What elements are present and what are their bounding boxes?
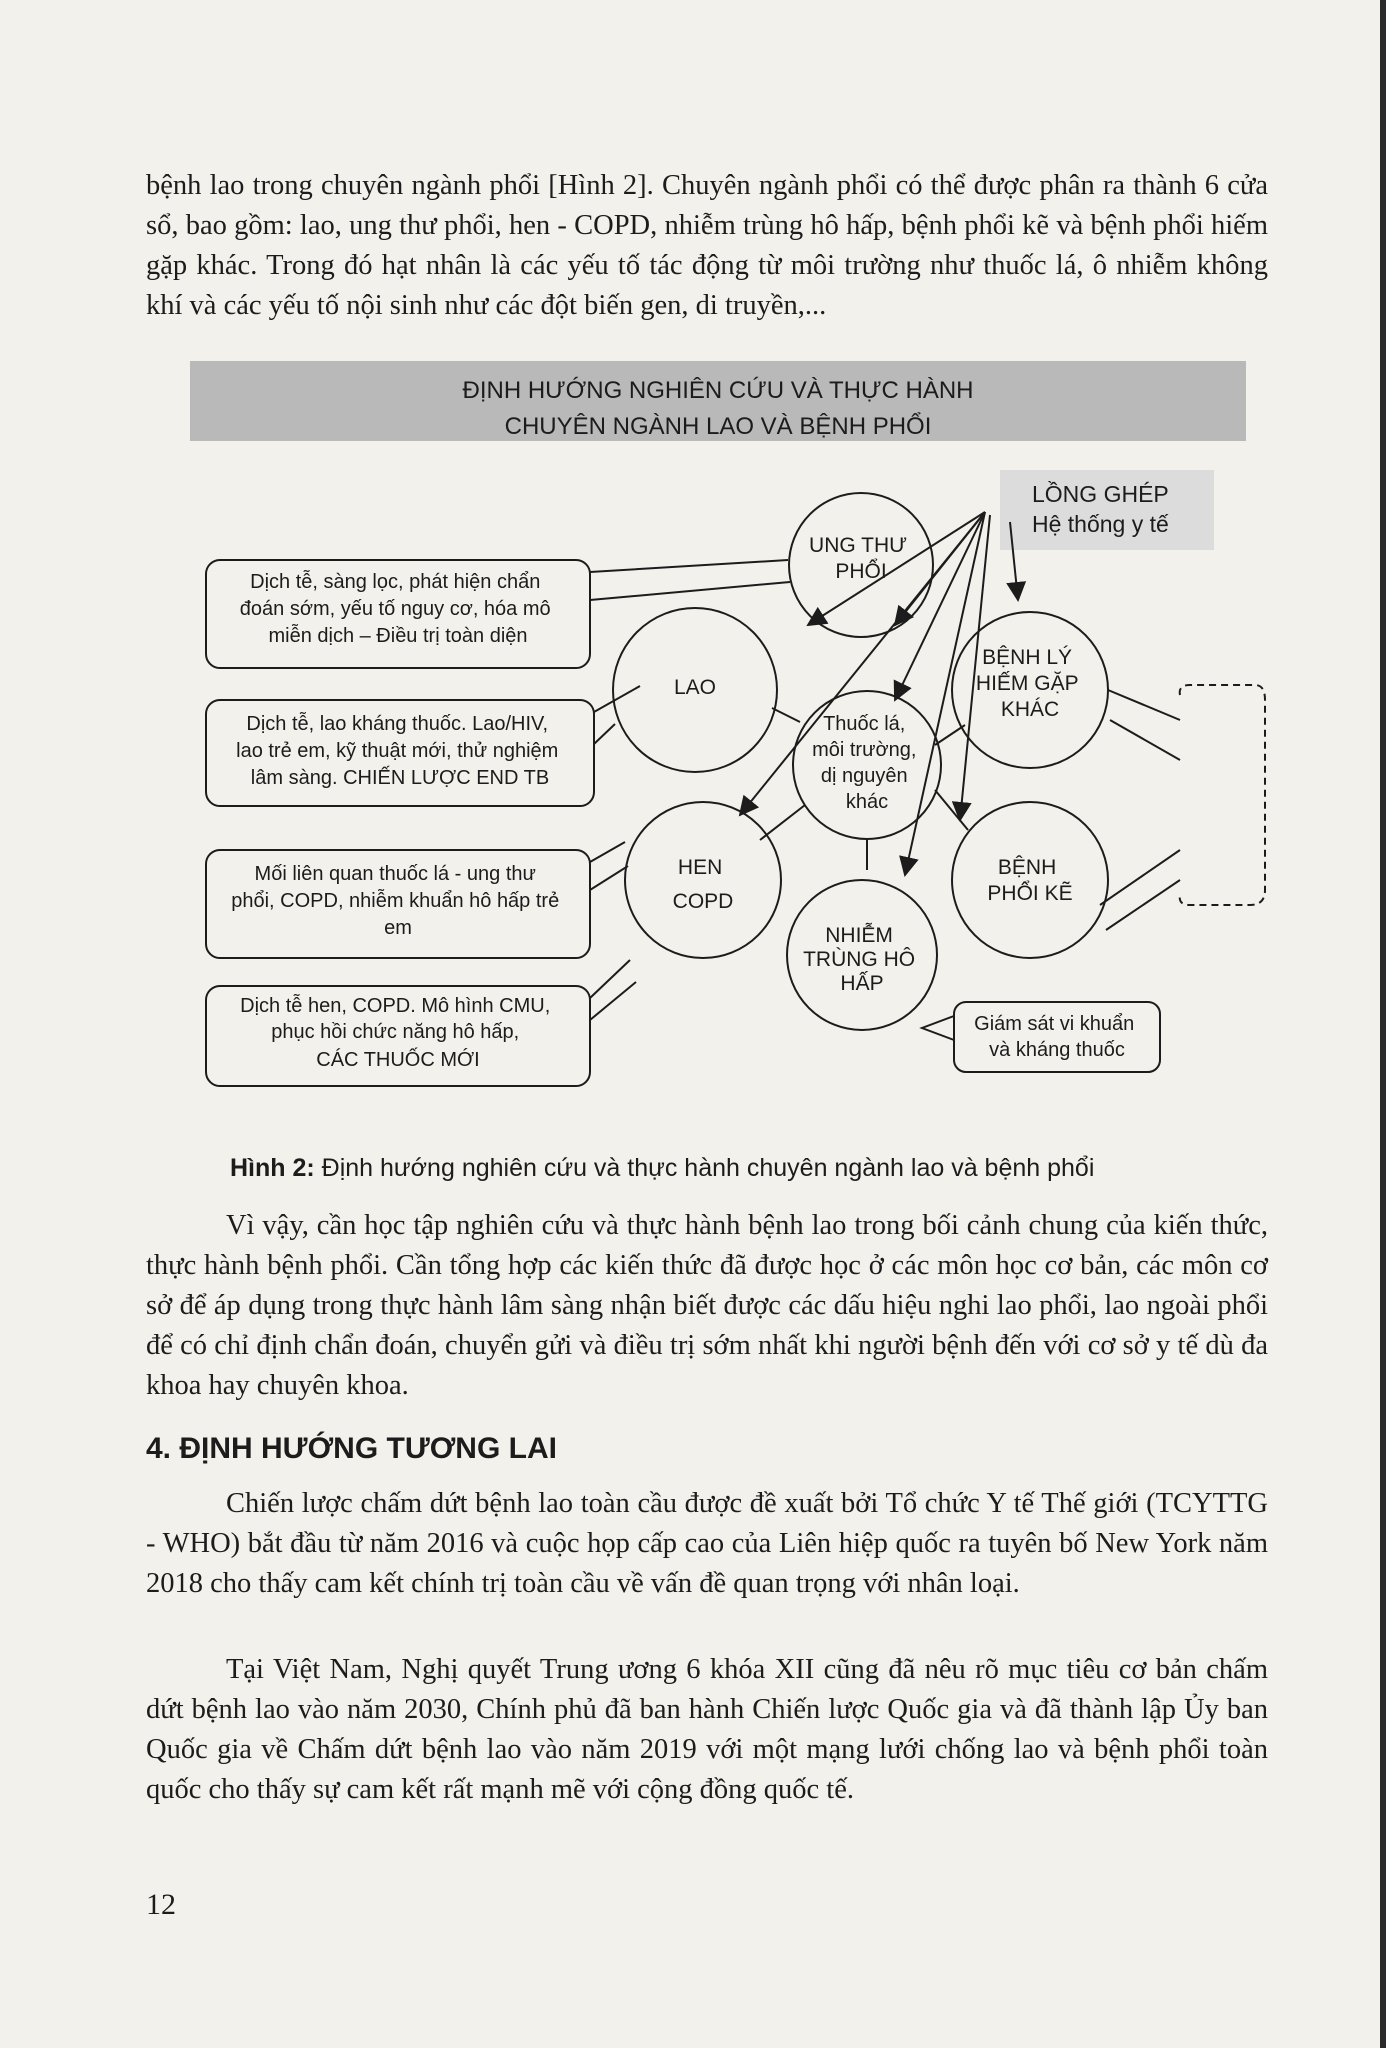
label-tb: LAO [673, 676, 717, 699]
paragraph-vietnam: Tại Việt Nam, Nghị quyết Trung ương 6 khóa XII cũng đã nêu rõ mục tiêu cơ bản chấm dứt bệnh lao vào năm 2030, Chính phủ đã ban hành Chiến lược Quốc gia và đã thành lập Ủy ban Quốc gia về Chấm dứt bệnh lao vào năm 2019 với một mạng lưới chống lao và bệnh phổi toàn quốc cho thấy sự cam kết rất mạnh mẽ với cộng đồng quốc tế. [146, 1654, 1268, 1805]
paragraph-intro: bệnh lao trong chuyên ngành phổi [Hình 2]. Chuyên ngành phổi có thể được phân ra thành 6 cửa sổ, bao gồm: lao, ung thư phổi, hen - COPD, nhiễm trùng hô hấp, bệnh phổi kẽ và bệnh phổi hiếm gặp khác. Trong đó hạt nhân là các yếu tố tác động từ môi trường như thuốc lá, ô nhiễm không khí và các yếu tố nội sinh như các đột biến gen, di truyền,... [146, 170, 1268, 321]
page-number: 12 [146, 1888, 176, 1921]
callout-surveillance-text: Giám sát vi khuẩn và kháng thuốc [974, 1013, 1135, 1061]
callout-tb-text: Dịch tễ, lao kháng thuốc. Lao/HIV, lao trẻ em, kỹ thuật mới, thử nghiệm lâm sàng. CHIẾN LƯỢC END TB [236, 713, 559, 789]
circle-ild [952, 802, 1108, 958]
callout-lung-cancer-text: Dịch tễ, sàng lọc, phát hiện chẩn đoán sớm, yếu tố nguy cơ, hóa mô miễn dịch – Điều trị toàn diện [239, 571, 551, 647]
label-center-factors: Thuốc lá, môi trường, dị nguyên khác [812, 713, 917, 813]
paragraph-strategy: Chiến lược chấm dứt bệnh lao toàn cầu được đề xuất bởi Tổ chức Y tế Thế giới (TCYTTG - WHO) bắt đầu từ năm 2016 và cuộc họp cấp cao của Liên hiệp quốc ra tuyên bố New York năm 2018 cho thấy cam kết chính trị toàn cầu về vấn đề quan trọng với nhân loại. [146, 1488, 1268, 1599]
label-rare-disease: BỆNH LÝ HIẾM GẶP KHÁC [975, 646, 1079, 721]
banner-line-1: ĐỊNH HƯỚNG NGHIÊN CỨU VÀ THỰC HÀNH [462, 377, 974, 404]
label-lung-cancer: UNG THƯ PHỔI [809, 534, 908, 583]
page-edge-shadow [1380, 0, 1386, 2048]
label-ild: BỆNH PHỔI KẼ [987, 856, 1073, 905]
caption-text: Định hướng nghiên cứu và thực hành chuyên ngành lao và bệnh phổi [314, 1154, 1095, 1182]
paragraph-context: Vì vậy, cần học tập nghiên cứu và thực hành bệnh lao trong bối cảnh chung của kiến thức, thực hành bệnh phổi. Cần tổng hợp các kiến thức đã được học ở các môn học cơ bản, các môn cơ sở để áp dụng trong thực hành lâm sàng nhận biết được các dấu hiệu nghi lao phổi, lao ngoài phổi để có chỉ định chẩn đoán, chuyển gửi và điều trị sớm nhất khi người bệnh đến với cơ sở y tế dù đa khoa hay chuyên khoa. [146, 1210, 1268, 1401]
callout-asthma-text: Dịch tễ hen, COPD. Mô hình CMU, phục hồi chức năng hô hấp, CÁC THUỐC MỚI [240, 995, 551, 1071]
figure-caption [230, 1154, 1094, 1183]
caption-label: Hình 2: [230, 1154, 315, 1182]
callout-box-empty [1180, 685, 1265, 905]
integration-box-text: LỒNG GHÉP Hệ thống y tế [1032, 481, 1169, 537]
banner-line-2: CHUYÊN NGÀNH LAO VÀ BỆNH PHỔI [504, 413, 932, 440]
callout-tobacco-text: Mối liên quan thuốc lá - ung thư phổi, COPD, nhiễm khuẩn hô hấp trẻ em [231, 863, 560, 939]
circle-asthma-copd [625, 802, 781, 958]
label-asthma-copd: HEN COPD [672, 856, 734, 913]
section-heading: 4. ĐỊNH HƯỚNG TƯƠNG LAI [146, 1432, 557, 1465]
label-respiratory-infection: NHIỄM TRÙNG HÔ HẤP [803, 924, 916, 995]
